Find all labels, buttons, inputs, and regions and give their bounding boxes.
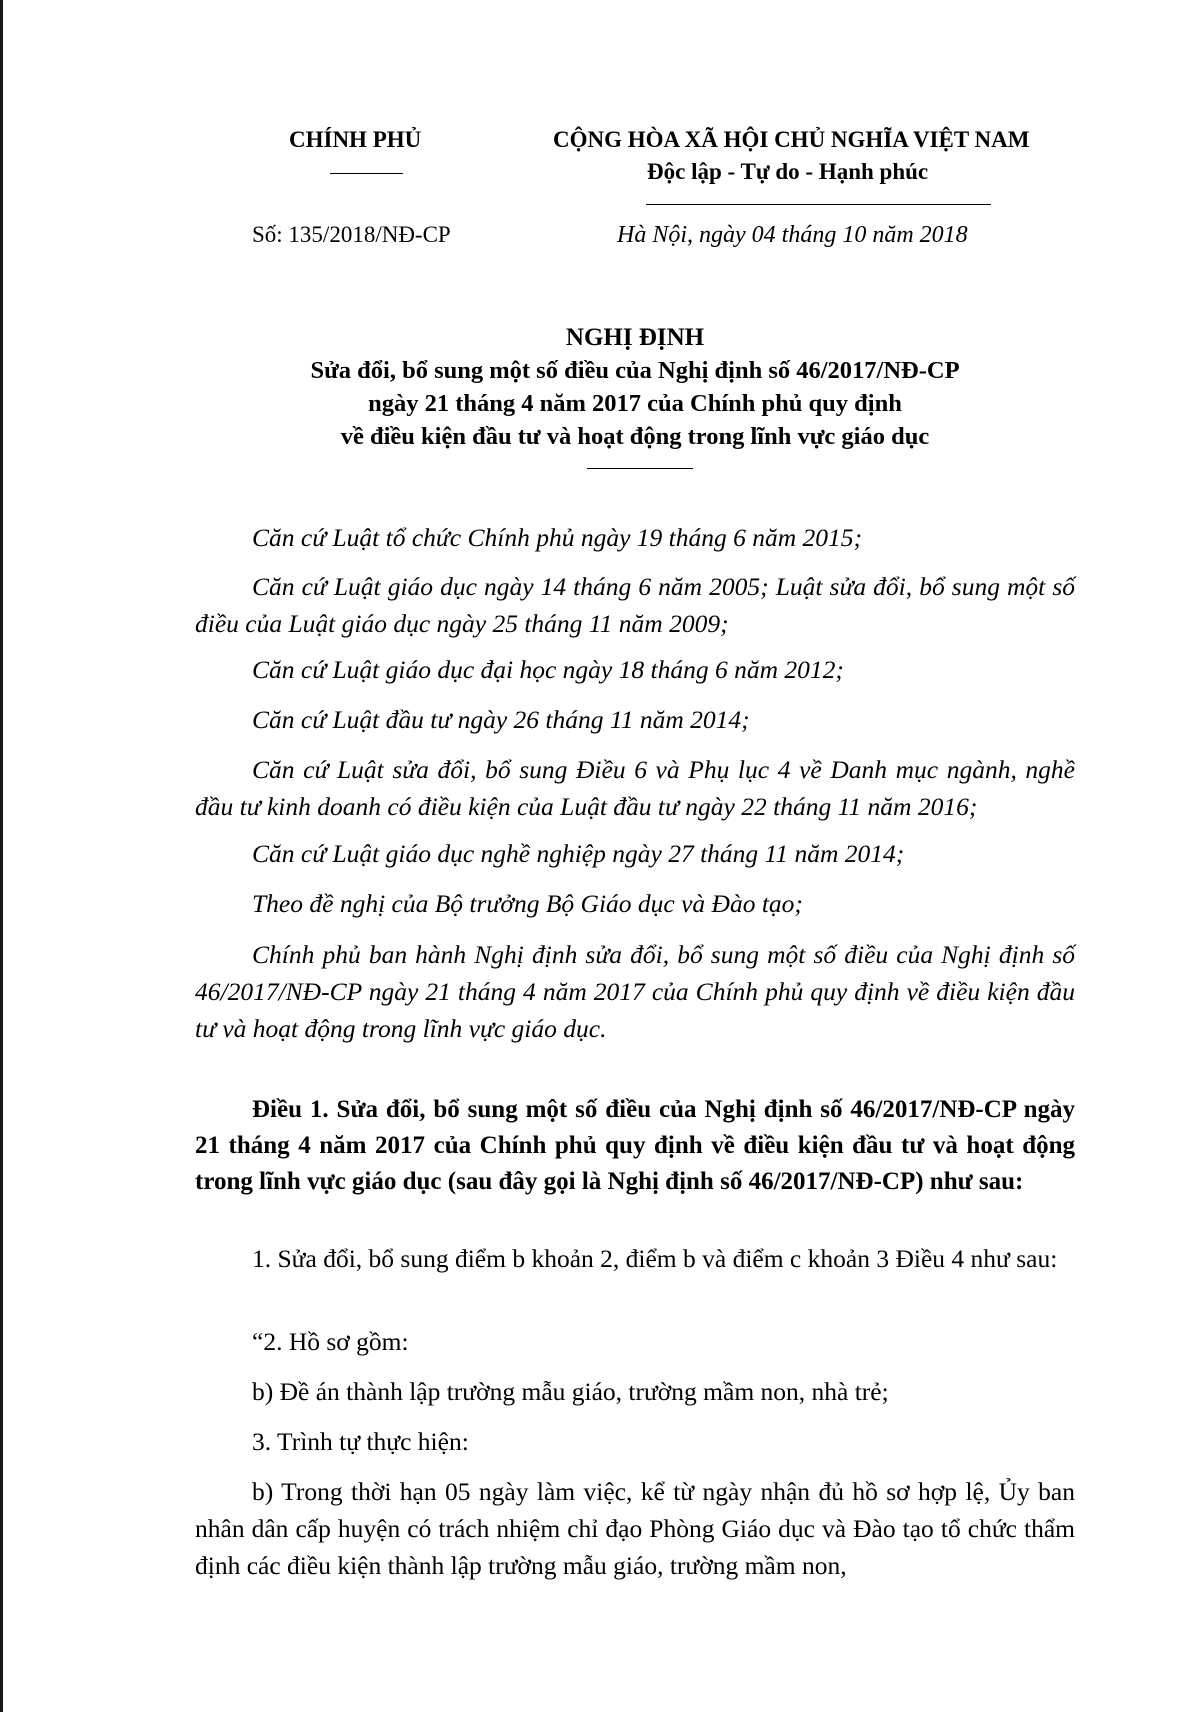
preamble-2: Căn cứ Luật giáo dục ngày 14 tháng 6 năm 2005; Luật sửa đổi, bổ sung một số điều của Luật giáo dục ngày 25 tháng 11 năm 2009; (195, 572, 1075, 638)
article-1-point-b: b) Đề án thành lập trường mẫu giáo, trường mầm non, nhà trẻ; (252, 1377, 889, 1406)
national-motto: Độc lập - Tự do - Hạnh phúc (647, 159, 929, 184)
article-1-clause-2: “2. Hồ sơ gồm: (252, 1327, 409, 1356)
preamble-1: Căn cứ Luật tổ chức Chính phủ ngày 19 tháng 6 năm 2015; (252, 523, 863, 552)
place-and-date: Hà Nội, ngày 04 tháng 10 năm 2018 (617, 222, 968, 248)
preamble-4: Căn cứ Luật đầu tư ngày 26 tháng 11 năm 2014; (252, 705, 750, 734)
preamble-8: Chính phủ ban hành Nghị định sửa đổi, bổ sung một số điều của Nghị định số 46/2017/NĐ-CP ngày 21 tháng 4 năm 2017 của Chính phủ quy định về điều kiện đầu tư và hoạt động trong lĩnh vực giáo dục. (195, 940, 1075, 1043)
article-1-clause-3: 3. Trình tự thực hiện: (252, 1427, 469, 1456)
decree-type: NGHỊ ĐỊNH (565, 324, 705, 351)
article-1-heading: Điều 1. Sửa đổi, bổ sung một số điều của Nghị định số 46/2017/NĐ-CP ngày 21 tháng 4 năm 2017 của Chính phủ quy định về điều kiện đầu tư và hoạt động trong lĩnh vực giáo dục (sau đây gọi là Nghị định số 46/2017/NĐ-CP) như sau: (195, 1096, 1075, 1195)
preamble-5: Căn cứ Luật sửa đổi, bổ sung Điều 6 và Phụ lục 4 về Danh mục ngành, nghề đầu tư kinh doanh có điều kiện của Luật đầu tư ngày 22 tháng 11 năm 2016; (195, 755, 1075, 821)
article-1-item-1: 1. Sửa đổi, bổ sung điểm b khoản 2, điểm b và điểm c khoản 3 Điều 4 như sau: (252, 1244, 1058, 1273)
decree-title-line-2: ngày 21 tháng 4 năm 2017 của Chính phủ quy định (368, 390, 902, 417)
article-1-point-b-procedure: b) Trong thời hạn 05 ngày làm việc, kể từ ngày nhận đủ hồ sơ hợp lệ, Ủy ban nhân dân cấp huyện có trách nhiệm chỉ đạo Phòng Giáo dục và Đào tạo tổ chức thẩm định các điều kiện thành lập trường mẫu giáo, trường mầm non, (195, 1477, 1075, 1580)
preamble-7: Theo đề nghị của Bộ trưởng Bộ Giáo dục và Đào tạo; (252, 889, 803, 918)
motto-underline (646, 204, 991, 205)
title-underline (587, 468, 693, 469)
document-number: Số: 135/2018/NĐ-CP (252, 222, 451, 247)
decree-title-line-3: về điều kiện đầu tư và hoạt động trong lĩnh vực giáo dục (340, 423, 930, 450)
preamble-3: Căn cứ Luật giáo dục đại học ngày 18 tháng 6 năm 2012; (252, 655, 844, 684)
preamble-6: Căn cứ Luật giáo dục nghề nghiệp ngày 27 tháng 11 năm 2014; (252, 839, 905, 868)
country-name: CỘNG HÒA XÃ HỘI CHỦ NGHĨA VIỆT NAM (553, 127, 1030, 152)
decree-title-line-1: Sửa đổi, bổ sung một số điều của Nghị định số 46/2017/NĐ-CP (310, 357, 960, 384)
scan-edge-line (0, 0, 3, 1712)
agency-underline (330, 173, 403, 174)
agency-name: CHÍNH PHỦ (289, 127, 422, 152)
